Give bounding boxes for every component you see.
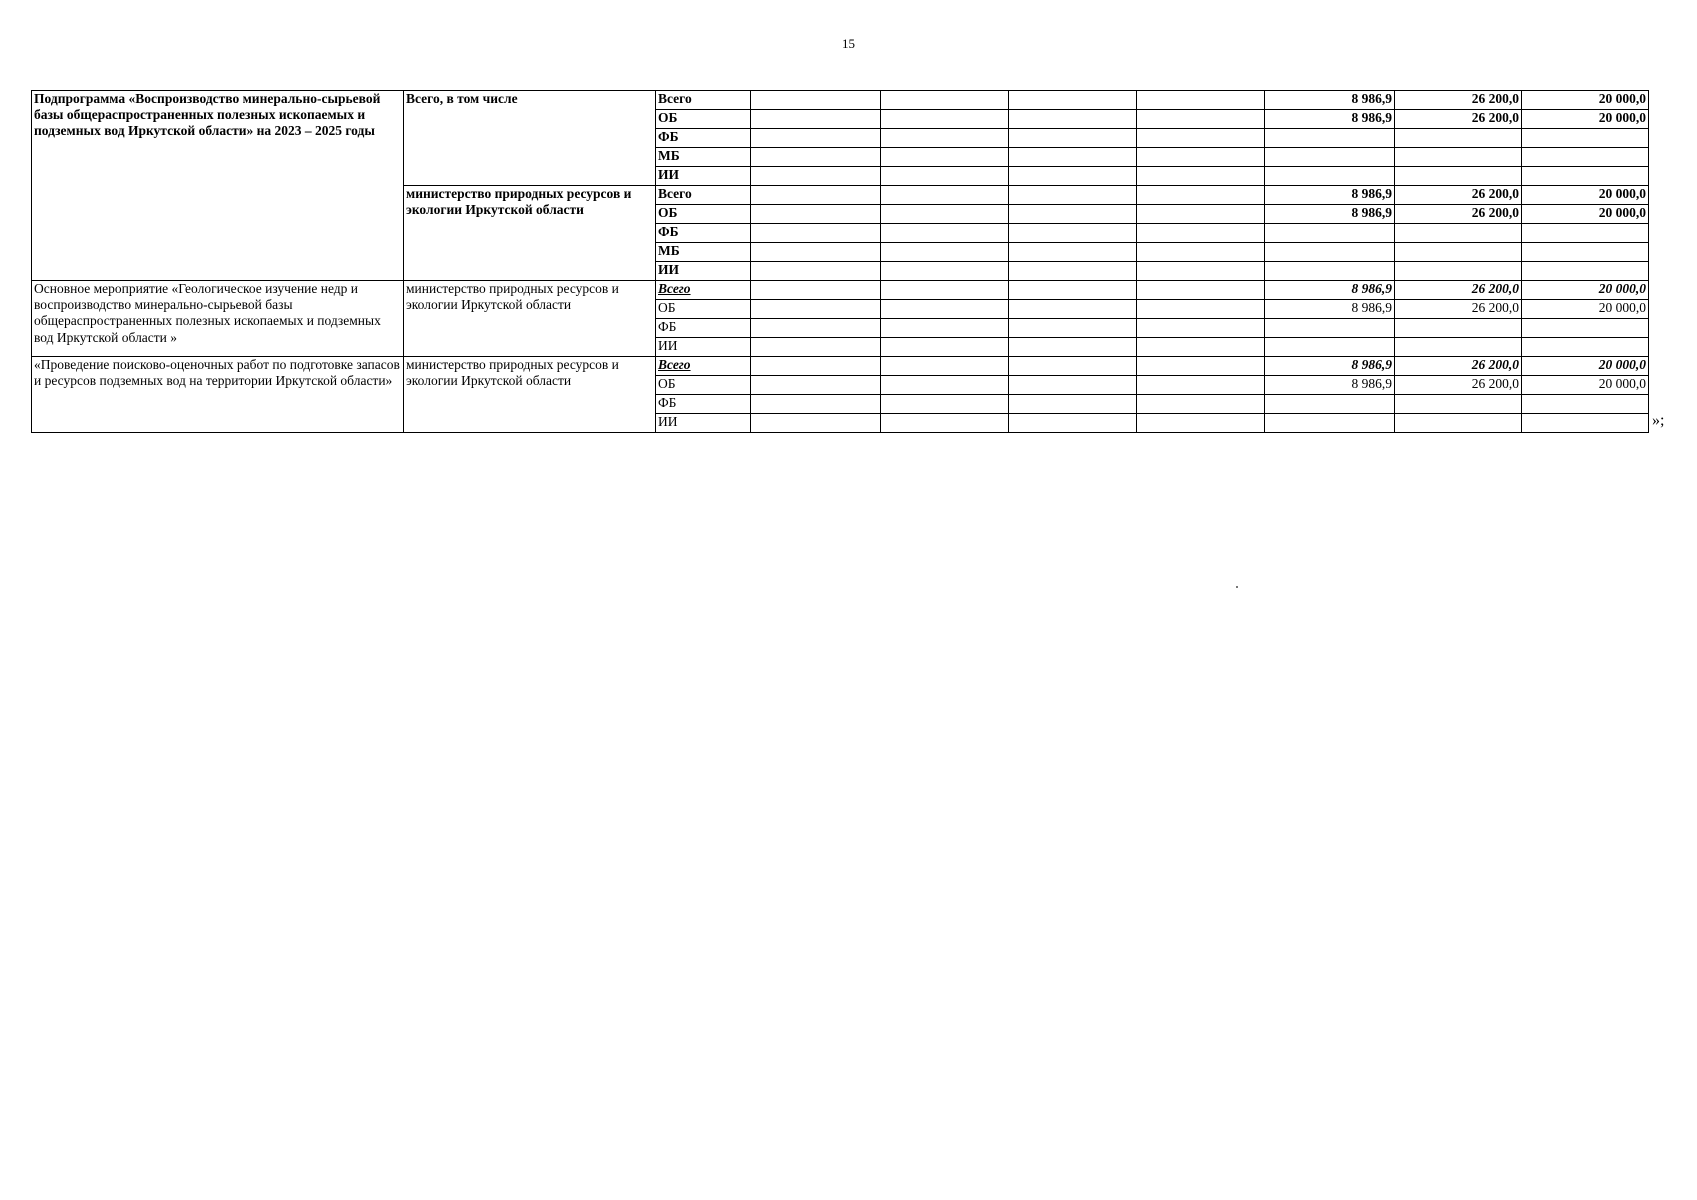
- activity-name: «Проведение поисково-оценочных работ по подготовке запасов и ресурсов подземных вод на территории Иркутской области»: [32, 357, 404, 433]
- value-2025: 20 000,0: [1522, 110, 1649, 129]
- value-2025: [1522, 224, 1649, 243]
- empty-cell: [1009, 395, 1137, 414]
- value-2025: 20 000,0: [1522, 300, 1649, 319]
- empty-cell: [881, 262, 1009, 281]
- value-2025: [1522, 129, 1649, 148]
- value-2025: [1522, 262, 1649, 281]
- empty-cell: [1137, 167, 1265, 186]
- empty-cell: [751, 205, 881, 224]
- value-2023: 8 986,9: [1265, 357, 1395, 376]
- source-category: ФБ: [656, 395, 751, 414]
- source-category: ФБ: [656, 129, 751, 148]
- empty-cell: [1009, 281, 1137, 300]
- empty-cell: [751, 148, 881, 167]
- value-2024: 26 200,0: [1395, 281, 1522, 300]
- empty-cell: [881, 357, 1009, 376]
- source-category: ИИ: [656, 414, 751, 433]
- main-activity-name: Основное мероприятие «Геологическое изучение недр и воспроизводство минерально-сырьевой базы общераспространенных полезных ископаемых и подземных вод Иркутской области »: [32, 281, 404, 357]
- empty-cell: [881, 167, 1009, 186]
- empty-cell: [881, 110, 1009, 129]
- value-2024: [1395, 148, 1522, 167]
- value-2023: 8 986,9: [1265, 281, 1395, 300]
- source-category: ФБ: [656, 224, 751, 243]
- value-2023: [1265, 414, 1395, 433]
- empty-cell: [1009, 167, 1137, 186]
- value-2024: [1395, 224, 1522, 243]
- source-category: ОБ: [656, 300, 751, 319]
- empty-cell: [1137, 414, 1265, 433]
- empty-cell: [751, 262, 881, 281]
- value-2023: 8 986,9: [1265, 186, 1395, 205]
- value-2025: [1522, 148, 1649, 167]
- value-2024: 26 200,0: [1395, 110, 1522, 129]
- responsible-ministry: министерство природных ресурсов и экологии Иркутской области: [404, 186, 656, 281]
- empty-cell: [751, 110, 881, 129]
- value-2023: [1265, 167, 1395, 186]
- value-2023: [1265, 395, 1395, 414]
- empty-cell: [881, 91, 1009, 110]
- subprogram-name: Подпрограмма «Воспроизводство минерально-сырьевой базы общераспространенных полезных ископаемых и подземных вод Иркутской области» на 2023 – 2025 годы: [32, 91, 404, 281]
- value-2024: [1395, 319, 1522, 338]
- empty-cell: [1009, 376, 1137, 395]
- value-2025: 20 000,0: [1522, 376, 1649, 395]
- value-2024: 26 200,0: [1395, 186, 1522, 205]
- empty-cell: [1137, 110, 1265, 129]
- empty-cell: [881, 243, 1009, 262]
- value-2025: 20 000,0: [1522, 186, 1649, 205]
- source-category: ИИ: [656, 338, 751, 357]
- source-category: ИИ: [656, 262, 751, 281]
- empty-cell: [1137, 338, 1265, 357]
- value-2023: 8 986,9: [1265, 300, 1395, 319]
- page-number: 15: [842, 36, 855, 51]
- value-2024: [1395, 243, 1522, 262]
- main-activity-responsible: министерство природных ресурсов и экологии Иркутской области: [404, 281, 656, 357]
- empty-cell: [1137, 129, 1265, 148]
- empty-cell: [751, 281, 881, 300]
- value-2023: 8 986,9: [1265, 91, 1395, 110]
- value-2023: [1265, 129, 1395, 148]
- value-2023: [1265, 148, 1395, 167]
- value-2023: 8 986,9: [1265, 110, 1395, 129]
- value-2023: [1265, 319, 1395, 338]
- activity-responsible: министерство природных ресурсов и экологии Иркутской области: [404, 357, 656, 433]
- empty-cell: [1137, 224, 1265, 243]
- value-2025: [1522, 338, 1649, 357]
- empty-cell: [881, 338, 1009, 357]
- value-2023: [1265, 262, 1395, 281]
- value-2025: [1522, 319, 1649, 338]
- empty-cell: [881, 414, 1009, 433]
- empty-cell: [751, 91, 881, 110]
- empty-cell: [1009, 243, 1137, 262]
- value-2025: [1522, 395, 1649, 414]
- empty-cell: [1009, 186, 1137, 205]
- source-category: ОБ: [656, 110, 751, 129]
- empty-cell: [881, 395, 1009, 414]
- empty-cell: [1137, 376, 1265, 395]
- empty-cell: [1009, 110, 1137, 129]
- empty-cell: [1009, 338, 1137, 357]
- source-category: ИИ: [656, 167, 751, 186]
- empty-cell: [1009, 148, 1137, 167]
- empty-cell: [1009, 357, 1137, 376]
- empty-cell: [751, 376, 881, 395]
- value-2025: [1522, 243, 1649, 262]
- source-category: Всего: [656, 357, 751, 376]
- table-row: [32, 281, 1649, 300]
- empty-cell: [1137, 148, 1265, 167]
- empty-cell: [1009, 262, 1137, 281]
- empty-cell: [1137, 281, 1265, 300]
- empty-cell: [881, 224, 1009, 243]
- empty-cell: [751, 224, 881, 243]
- value-2025: [1522, 414, 1649, 433]
- value-2025: 20 000,0: [1522, 357, 1649, 376]
- value-2025: [1522, 167, 1649, 186]
- value-2024: 26 200,0: [1395, 357, 1522, 376]
- empty-cell: [881, 186, 1009, 205]
- value-2024: [1395, 414, 1522, 433]
- empty-cell: [751, 243, 881, 262]
- empty-cell: [751, 414, 881, 433]
- value-2023: 8 986,9: [1265, 376, 1395, 395]
- value-2023: [1265, 243, 1395, 262]
- empty-cell: [881, 148, 1009, 167]
- empty-cell: [1009, 129, 1137, 148]
- empty-cell: [1009, 414, 1137, 433]
- value-2024: [1395, 129, 1522, 148]
- empty-cell: [1009, 300, 1137, 319]
- value-2024: 26 200,0: [1395, 300, 1522, 319]
- empty-cell: [1137, 357, 1265, 376]
- empty-cell: [1009, 319, 1137, 338]
- value-2024: 26 200,0: [1395, 376, 1522, 395]
- empty-cell: [881, 205, 1009, 224]
- value-2024: [1395, 262, 1522, 281]
- source-category: МБ: [656, 148, 751, 167]
- source-category: ОБ: [656, 376, 751, 395]
- value-2024: [1395, 395, 1522, 414]
- empty-cell: [1137, 243, 1265, 262]
- empty-cell: [881, 319, 1009, 338]
- table-row: [32, 91, 1649, 110]
- empty-cell: [881, 376, 1009, 395]
- empty-cell: [751, 300, 881, 319]
- value-2025: 20 000,0: [1522, 281, 1649, 300]
- value-2025: 20 000,0: [1522, 91, 1649, 110]
- empty-cell: [751, 395, 881, 414]
- empty-cell: [881, 281, 1009, 300]
- empty-cell: [751, 338, 881, 357]
- empty-cell: [1009, 224, 1137, 243]
- scan-dot: [1236, 586, 1238, 588]
- empty-cell: [1137, 262, 1265, 281]
- empty-cell: [1137, 319, 1265, 338]
- empty-cell: [1009, 91, 1137, 110]
- source-category: Всего: [656, 281, 751, 300]
- empty-cell: [881, 129, 1009, 148]
- closing-quote: »;: [1652, 412, 1665, 429]
- value-2024: [1395, 167, 1522, 186]
- value-2025: 20 000,0: [1522, 205, 1649, 224]
- table-row: [32, 357, 1649, 376]
- empty-cell: [751, 186, 881, 205]
- value-2023: [1265, 338, 1395, 357]
- source-category: МБ: [656, 243, 751, 262]
- responsible-all: Всего, в том числе: [404, 91, 656, 186]
- empty-cell: [1137, 186, 1265, 205]
- source-category: ОБ: [656, 205, 751, 224]
- empty-cell: [751, 167, 881, 186]
- empty-cell: [1009, 205, 1137, 224]
- empty-cell: [881, 300, 1009, 319]
- empty-cell: [1137, 395, 1265, 414]
- value-2024: [1395, 338, 1522, 357]
- value-2024: 26 200,0: [1395, 91, 1522, 110]
- empty-cell: [1137, 91, 1265, 110]
- empty-cell: [751, 129, 881, 148]
- empty-cell: [1137, 300, 1265, 319]
- budget-table: [31, 90, 1649, 433]
- empty-cell: [751, 319, 881, 338]
- empty-cell: [751, 357, 881, 376]
- value-2024: 26 200,0: [1395, 205, 1522, 224]
- empty-cell: [1137, 205, 1265, 224]
- value-2023: [1265, 224, 1395, 243]
- source-category: Всего: [656, 91, 751, 110]
- source-category: Всего: [656, 186, 751, 205]
- source-category: ФБ: [656, 319, 751, 338]
- value-2023: 8 986,9: [1265, 205, 1395, 224]
